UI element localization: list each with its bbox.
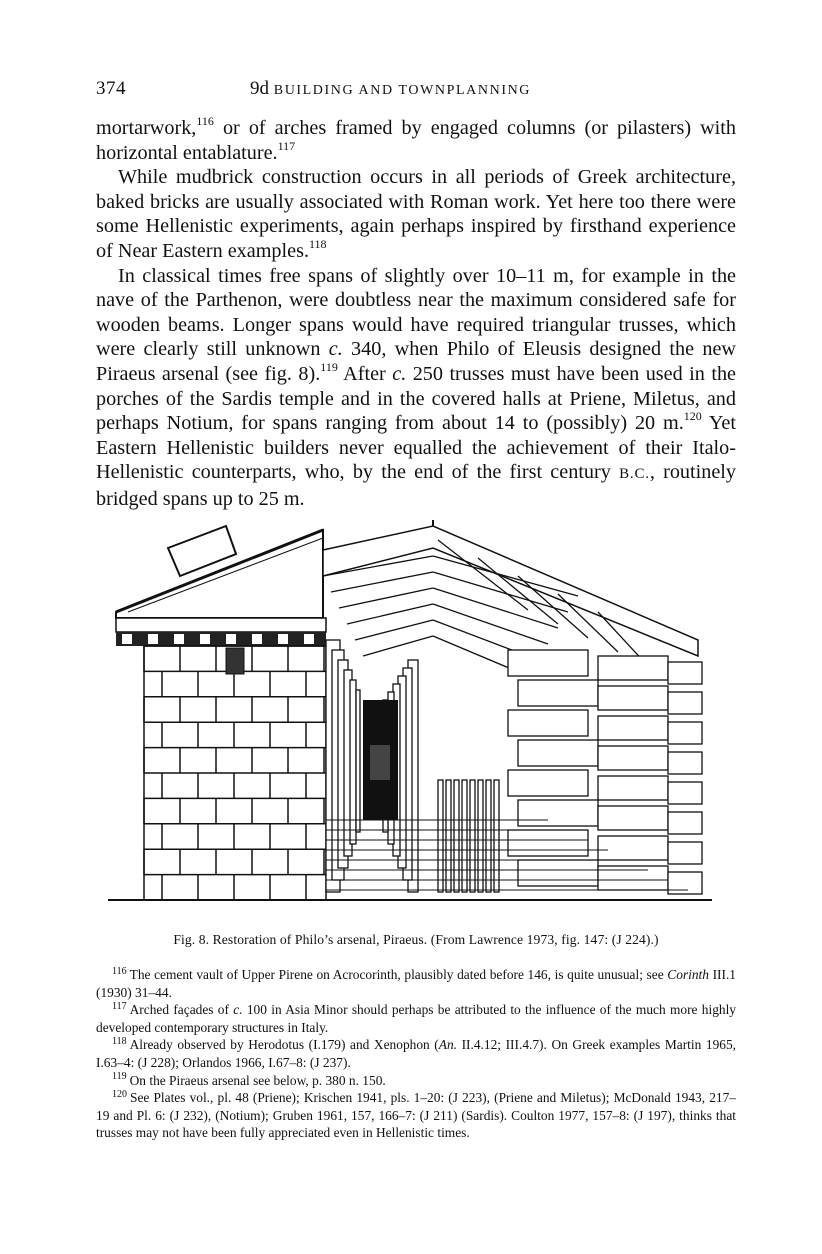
footnote-number: 120: [112, 1088, 127, 1100]
body-text: [96, 116, 736, 512]
figure-arsenal-illustration: [108, 520, 718, 912]
paragraph-3: In classical times free spans of slightly over 10–11 m, for example in the nave of the Parthenon, were doubtless near the maximum considered safe for wooden beams. Longer spans would have required triangular trusses, which were clearly still unknown c. 340, when Philo of Eleusis designed the new Piraeus arsenal (see fig. 8).$^{119}$ After c. 250 trusses must have been used in the porches of the Sardis temple and in the covered halls at Priene, Miletus, and perhaps Notium, for spans ranging from about 14 to (possibly) 20 m.$^{120}$ Yet Eastern Hellenistic builders never equalled the achievement of their Italo-Hellenistic counterparts, who, by the end of the first century B.C., routinely bridged spans up to 25 m.: [96, 264, 736, 510]
footnote-number: 119: [112, 1071, 127, 1083]
footnote-118: $^{118}$ Already observed by Herodotus (I.179) and Xenophon (An. II.4.12; III.4.7). On Greek examples Martin 1965, I.63–4: (J 228); Orlandos 1966, I.67–8: (J 237).: [96, 1035, 736, 1070]
figure-caption: Fig. 8. Restoration of Philo’s arsenal, Piraeus. (From Lawrence 1973, fig. 147: (J 224).): [173, 932, 659, 947]
section-number: 9d: [250, 78, 269, 99]
italic-text: c.: [392, 362, 407, 385]
footnote-117: $^{117}$ Arched façades of c. 100 in Asia Minor should perhaps be attributed to the influence of the much more highly developed contemporary structures in Italy.: [96, 1000, 737, 1035]
footnote-ref: 120: [683, 409, 702, 424]
paragraph-2: While mudbrick construction occurs in all periods of Greek architecture, baked bricks are usually associated with Roman work. Yet here too there were some Hellenistic experiments, again perhaps inspired by firsthand experience of Near Eastern examples.$^{118}$: [96, 166, 736, 262]
arsenal-drawing: [108, 520, 718, 912]
running-header: [96, 78, 736, 106]
running-title: [250, 78, 531, 100]
footnotes: [96, 966, 736, 1142]
italic-text: c.: [328, 338, 343, 361]
footnote-number: 117: [112, 1000, 127, 1012]
footnote-120: $^{120}$ See Plates vol., pl. 48 (Priene); Krischen 1941, pls. 1–20: (J 223), (Priene and Miletus); McDonald 1943, 217–19 and Pl. 6: (J 232), (Notium); Gruben 1961, 157, 166–7: (J 211) (Sardis). Coulton 1977, 157–8: (J 197), thinks that trusses may not have been fully appreciated even in Hellenistic times.: [96, 1088, 736, 1141]
footnote-ref: 119: [320, 360, 338, 375]
italic-text: c.: [233, 1002, 243, 1018]
footnote-number: 118: [112, 1035, 127, 1047]
footnote-119: $^{119}$ On the Piraeus arsenal see below, p. 380 n. 150.: [112, 1071, 386, 1088]
footnote-number: 116: [112, 965, 127, 977]
paragraph-1: mortarwork,$^{116}$ or of arches framed by engaged columns (or pilasters) with horizontal entablature.$^{117}$: [96, 114, 736, 164]
chapter-title: BUILDING AND TOWNPLANNING: [273, 83, 531, 98]
small-caps-text: B.C.: [619, 466, 650, 483]
footnote-116: $^{116}$ The cement vault of Upper Pirene on Acrocorinth, plausibly dated before 146, is quite unusual; see Corinth III.1 (1930) 31–44.: [96, 965, 736, 1000]
italic-text: An.: [438, 1037, 457, 1053]
footnote-ref: 118: [309, 237, 327, 252]
italic-text: Corinth: [667, 967, 709, 982]
footnote-ref: 116: [196, 114, 214, 129]
page-number: 374: [96, 78, 126, 99]
footnote-ref: 117: [277, 138, 296, 153]
